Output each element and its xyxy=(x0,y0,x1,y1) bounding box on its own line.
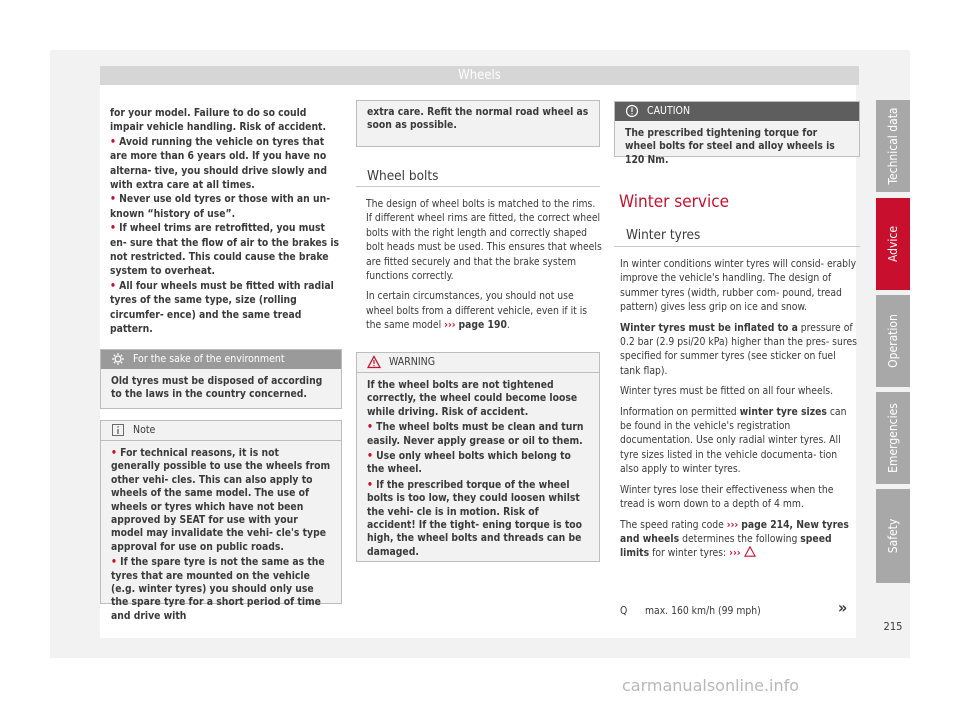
environment-box-header xyxy=(101,350,341,369)
caution-box-header xyxy=(615,102,859,121)
bullet-icon: • xyxy=(110,222,120,235)
caution-box-title: CAUTION xyxy=(647,105,691,117)
bullet-icon: • xyxy=(110,193,120,206)
bullet-icon: • xyxy=(111,447,121,459)
winter-service-title: Winter service xyxy=(619,192,730,212)
warning-bullet-3: • If the prescribed torque of the wheel bolts is too low, they could loosen whilst the vehi- cle is in motion. Risk of accident! If the tight- ening torque is too high, the wheel bolts and threads can be damaged. xyxy=(367,478,583,558)
warning-box-header xyxy=(357,353,599,373)
bullet-icon: • xyxy=(367,450,377,463)
left-bullet-1: • Avoid running the vehicle on tyres that are more than 6 years old. If you have no alterna- tive, you should drive slowly and with extra care at all times. xyxy=(110,135,328,192)
page-number: 215 xyxy=(883,620,903,633)
winter-para-3: Winter tyres must be fitted on all four wheels. xyxy=(620,385,834,398)
tab-safety[interactable]: Safety xyxy=(876,489,910,583)
left-column xyxy=(110,106,342,337)
tab-emergencies[interactable]: Emergencies xyxy=(876,392,910,484)
tab-operation[interactable]: Operation xyxy=(876,295,910,387)
speed-code-row xyxy=(620,604,840,618)
page-190-link[interactable]: page 190 xyxy=(458,319,507,332)
winter-para-2: Winter tyres must be inflated to a pressure of 0.2 bar (2.9 psi/20 kPa) higher than the pres- sures specified for summer tyres (see sticker on fuel tank flap). xyxy=(620,321,857,377)
wheel-bolts-para-1: The design of wheel bolts is matched to the rims. If different wheel rims are fitted, the correct wheel bolts with the right length and correctly shaped bolt heads must be used. This ensures that wheels are fitted securely and that the brake system functions correctly. xyxy=(366,198,602,283)
link-arrows: ››› xyxy=(444,319,456,332)
warning-box xyxy=(356,352,600,562)
info-icon xyxy=(111,423,125,437)
warning-box-title: WARNING xyxy=(389,356,436,368)
wheel-bolts-para-2: In certain circumstances, you should not use wheel bolts from a different vehicle, even if it is the same model ››› page 190. xyxy=(366,290,588,332)
bullet-icon: • xyxy=(367,421,377,434)
left-bullet-3: • If wheel trims are retrofitted, you must en- sure that the flow of air to the brakes is not restricted. This could cause the brake system to overheat. xyxy=(110,222,340,278)
winter-para-6: The speed rating code ››› page 214, New tyres and wheels determines the following speed limits for winter tyres: ››› xyxy=(620,518,849,560)
bullet-icon: • xyxy=(367,478,377,491)
warning-bullet-2: • Use only wheel bolts which belong to the wheel. xyxy=(367,450,571,476)
bullet-icon: • xyxy=(110,279,120,292)
bullet-icon: • xyxy=(111,556,121,569)
environment-box-title: For the sake of the environment xyxy=(133,353,285,365)
note-box-continuation xyxy=(356,100,600,147)
warning-triangle-icon xyxy=(367,355,381,369)
leaf-icon xyxy=(111,352,125,366)
caution-box-body: The prescribed tightening torque for wheel bolts for steel and alloy wheels is 120 Nm. xyxy=(625,127,835,166)
note-bullet-1: • For technical reasons, it is not generally possible to use the wheels from other vehi- cles. This can also apply to wheels of the same model. The use of wheels or tyres which have not been approved by SEAT for use with your model may invalidate the vehi- cle's type approval for use on public roads. xyxy=(111,447,331,553)
warning-bullet-1: • The wheel bolts must be clean and turn easily. Never apply grease or oil to them. xyxy=(367,421,584,447)
note-bullet-2: • If the spare tyre is not the same as the tyres that are mounted on the vehicle (e.g. winter tyres) you should only use the spare tyre for a short period of time and drive with xyxy=(111,556,325,622)
page-214-link[interactable]: page 214, New tyres and wheels xyxy=(620,518,849,545)
left-bullet-2: • Never use old tyres or those with an un- known “history of use”. xyxy=(110,193,331,220)
watermark: carmanualsonline.info xyxy=(622,676,800,695)
page-header: Wheels xyxy=(100,66,859,85)
link-arrows[interactable]: ››› xyxy=(729,547,741,560)
note-box xyxy=(100,420,342,622)
speed-limit-text: max. 160 km/h (99 mph) xyxy=(645,605,761,617)
continue-mark: » xyxy=(838,598,848,617)
link-arrows: ››› xyxy=(726,518,739,531)
note-box-body xyxy=(101,441,341,623)
winter-para-4: Information on permitted winter tyre sizes can be found in the vehicle's registration documentation. Use only radial winter tyres. All tyre sizes listed in the vehicle documenta- tion also apply to winter tyres. xyxy=(620,405,847,476)
environment-box xyxy=(100,349,342,409)
warning-box-body xyxy=(357,373,599,559)
note-box-title: Note xyxy=(133,424,156,436)
left-bullet-4: • All four wheels must be fitted with radial tyres of the same type, size (rolling circumfer- ence) and the same tread pattern. xyxy=(110,279,334,336)
winter-para-5: Winter tyres lose their effectiveness when the tread is worn down to a depth of 4 mm. xyxy=(620,483,834,511)
warning-triangle-icon xyxy=(744,546,756,557)
winter-para-1: In winter conditions winter tyres will consid- erably improve the vehicle's handling. The design of summer tyres (width, rubber com- pound, tread pattern) gives less grip on ice and snow. xyxy=(620,258,857,314)
right-body xyxy=(620,257,858,561)
left-intro: for your model. Failure to do so could impair vehicle handling. Risk of accident. xyxy=(110,107,327,134)
tab-technical-data[interactable]: Technical data xyxy=(876,100,910,192)
section-divider xyxy=(356,186,600,187)
note-box-header xyxy=(101,421,341,441)
warning-intro: If the wheel bolts are not tightened correctly, the wheel could become loose while driving. Risk of accident. xyxy=(367,379,578,418)
middle-body xyxy=(366,197,602,333)
note-continuation-text: extra care. Refit the normal road wheel as soon as possible. xyxy=(367,106,589,132)
caution-icon xyxy=(625,104,639,118)
caution-box xyxy=(614,101,860,166)
winter-tyres-title: Winter tyres xyxy=(626,227,701,243)
section-divider xyxy=(614,246,860,247)
speed-code: Q xyxy=(620,605,628,617)
environment-box-body: Old tyres must be disposed of according to the laws in the country concerned. xyxy=(111,375,323,401)
wheel-bolts-title: Wheel bolts xyxy=(367,168,439,184)
tab-advice[interactable]: Advice xyxy=(876,198,910,290)
bullet-icon: • xyxy=(110,135,120,148)
